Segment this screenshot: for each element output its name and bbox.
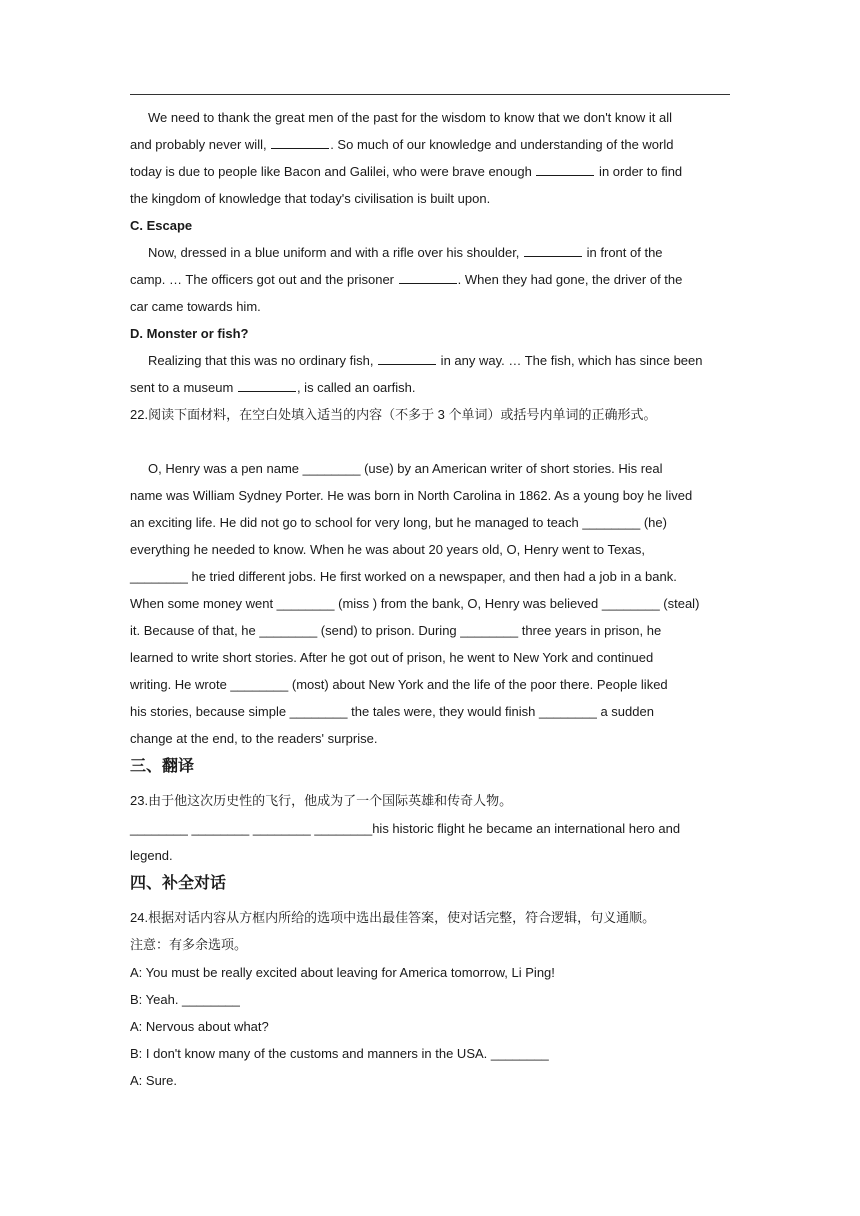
q22-passage-line: ________ he tried different jobs. He first worked on a newspaper, and then had a job in a bank.: [130, 569, 677, 584]
q22-passage-line: his stories, because simple ________ the tales were, they would finish ________ a sudden: [130, 704, 654, 719]
section-c-line: car came towards him.: [130, 299, 261, 314]
section-c-heading: C. Escape: [130, 218, 193, 233]
section-3-heading: 三、翻译: [130, 758, 195, 775]
dialog-line: B: I don't know many of the customs and manners in the USA. ________: [130, 1046, 549, 1061]
section-c-line: camp. … The officers got out and the prisoner . When they had gone, the driver of the: [130, 272, 683, 287]
section-d-heading: D. Monster or fish?: [130, 326, 249, 341]
q23-answer-line: legend.: [130, 848, 173, 863]
passage-b-line: today is due to people like Bacon and Galilei, who were brave enough in order to find: [130, 164, 683, 179]
q22-passage-line: it. Because of that, he ________ (send) to prison. During ________ three years in prison, he: [130, 623, 662, 638]
q23-answer-line: ________ ________ ________ ________his historic flight he became an international hero and: [130, 821, 681, 836]
answer-blank[interactable]: [271, 136, 329, 149]
question-22-prompt: 22.阅读下面材料，在空白处填入适当的内容（不多于 3 个单词）或括号内单词的正确形式。: [130, 407, 657, 422]
q22-passage-line: an exciting life. He did not go to school for very long, but he managed to teach ________ (he): [130, 515, 667, 530]
question-24-note: 注意：有多余选项。: [130, 937, 248, 952]
section-d-line: sent to a museum , is called an oarfish.: [130, 380, 416, 395]
dialog-line: A: Nervous about what?: [130, 1019, 269, 1034]
dialog-line: B: Yeah. ________: [130, 992, 240, 1007]
section-c-line: Now, dressed in a blue uniform and with a rifle over his shoulder, in front of the: [148, 245, 663, 260]
dialog-line: A: You must be really excited about leaving for America tomorrow, Li Ping!: [130, 965, 555, 980]
q22-passage-line: writing. He wrote ________ (most) about New York and the life of the poor there. People liked: [130, 677, 668, 692]
passage-b-line: We need to thank the great men of the past for the wisdom to know that we don't know it all: [148, 110, 672, 125]
question-23-prompt: 23.由于他这次历史性的飞行，他成为了一个国际英雄和传奇人物。: [130, 793, 513, 808]
answer-blank[interactable]: [524, 244, 582, 257]
answer-blank[interactable]: [378, 352, 436, 365]
answer-blank[interactable]: [536, 163, 594, 176]
question-24-prompt: 24.根据对话内容从方框内所给的选项中选出最佳答案，使对话完整，符合逻辑，句义通顺。: [130, 910, 656, 925]
q22-passage-line: change at the end, to the readers' surprise.: [130, 731, 378, 746]
passage-b-line: the kingdom of knowledge that today's civilisation is built upon.: [130, 191, 491, 206]
q22-passage-line: O, Henry was a pen name ________ (use) by an American writer of short stories. His real: [148, 461, 663, 476]
q22-passage-line: When some money went ________ (miss ) from the bank, O, Henry was believed ________ (steal): [130, 596, 700, 611]
q22-passage-line: name was William Sydney Porter. He was born in North Carolina in 1862. As a young boy he lived: [130, 488, 693, 503]
section-d-line: Realizing that this was no ordinary fish, in any way. … The fish, which has since been: [148, 353, 703, 368]
answer-blank[interactable]: [399, 271, 457, 284]
q22-passage-line: everything he needed to know. When he was about 20 years old, O, Henry went to Texas,: [130, 542, 646, 557]
q22-passage-line: learned to write short stories. After he got out of prison, he went to New York and continued: [130, 650, 654, 665]
answer-blank[interactable]: [238, 379, 296, 392]
dialog-line: A: Sure.: [130, 1073, 177, 1088]
header-rule: [130, 94, 730, 95]
section-4-heading: 四、补全对话: [130, 875, 227, 892]
passage-b-line: and probably never will, . So much of our knowledge and understanding of the world: [130, 137, 674, 152]
